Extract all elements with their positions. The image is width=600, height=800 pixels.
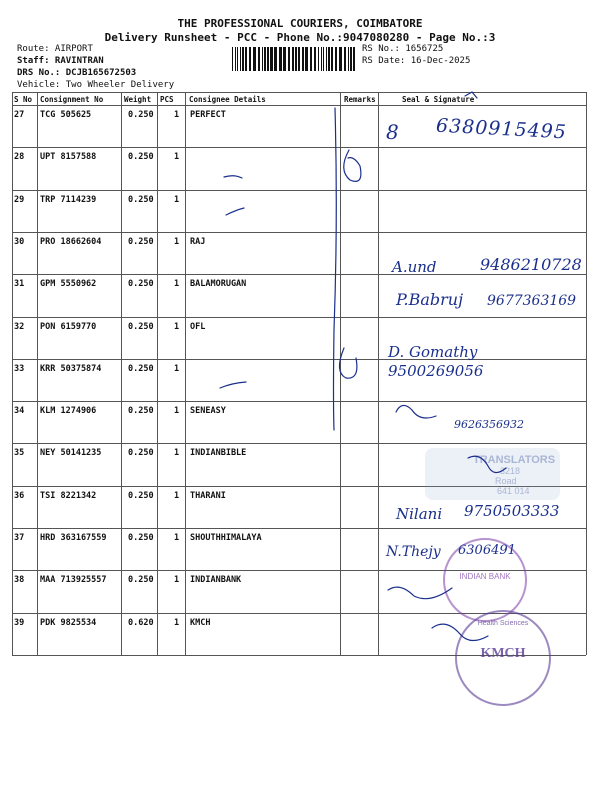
col-pcs: PCS bbox=[160, 95, 174, 104]
cell-sno: 32 bbox=[14, 321, 25, 332]
remarks-pen-line bbox=[334, 108, 337, 430]
col-consignee: Consignee Details bbox=[189, 95, 266, 104]
cell-sno: 34 bbox=[14, 406, 25, 417]
cell-pcs: 1 bbox=[174, 575, 180, 586]
staff-label: Staff: RAVINTRAN bbox=[17, 56, 104, 66]
cell-pcs: 1 bbox=[174, 617, 180, 628]
signature-scribble bbox=[468, 456, 506, 472]
handwriting-8: 8 bbox=[386, 120, 399, 144]
cell-consignee: INDIANBIBLE bbox=[190, 448, 247, 459]
cell-consignment: HRD 363167559 bbox=[40, 533, 107, 543]
col-weight: Weight bbox=[124, 95, 152, 104]
consignee-mark bbox=[226, 208, 244, 215]
cell-weight: 0.250 bbox=[128, 236, 154, 247]
bank-seal-text: INDIAN BANK bbox=[459, 572, 511, 581]
handwritten-signature: A.und bbox=[392, 258, 437, 276]
handwritten-signature: Nilani bbox=[396, 505, 443, 523]
cell-weight: 0.250 bbox=[128, 363, 154, 374]
signature-scribble bbox=[396, 405, 436, 418]
signature-tick bbox=[465, 92, 477, 98]
cell-consignee: KMCH bbox=[190, 617, 211, 628]
cell-weight: 0.250 bbox=[128, 575, 154, 586]
stamp-translators-text: TRANSLATORS bbox=[473, 454, 556, 466]
remarks-scribble bbox=[339, 348, 356, 378]
consignee-mark bbox=[220, 382, 246, 388]
route-label: Route: AIRPORT bbox=[17, 44, 93, 54]
cell-weight: 0.250 bbox=[128, 406, 154, 417]
cell-pcs: 1 bbox=[174, 279, 180, 290]
cell-weight: 0.250 bbox=[128, 448, 154, 459]
cell-consignment: PRO 18662604 bbox=[40, 236, 102, 247]
cell-consignment: UPT 8157588 bbox=[40, 152, 97, 163]
cell-weight: 0.250 bbox=[128, 533, 154, 543]
handwritten-phone: 9500269056 bbox=[388, 362, 484, 380]
cell-weight: 0.250 bbox=[128, 110, 154, 120]
cell-consignment: TCG 505625 bbox=[40, 110, 92, 120]
cell-consignee: SHOUTHHIMALAYA bbox=[190, 533, 262, 543]
cell-consignee: SENEASY bbox=[190, 406, 226, 417]
handwritten-phone: 6306491 bbox=[458, 543, 516, 558]
cell-sno: 31 bbox=[14, 279, 25, 290]
col-remarks: Remarks bbox=[344, 95, 376, 104]
kmch-seal-text: KMCH bbox=[480, 646, 526, 661]
kmch-ring-text: Health Sciences bbox=[477, 620, 529, 627]
cell-pcs: 1 bbox=[174, 490, 180, 501]
cell-consignment: TRP 7114239 bbox=[40, 194, 97, 205]
col-seal: Seal & Signature bbox=[402, 95, 475, 104]
handwritten-signature: D. Gomathy bbox=[388, 343, 478, 361]
cell-consignee: RAJ bbox=[190, 236, 206, 247]
cell-pcs: 1 bbox=[174, 110, 180, 120]
stamp-pin-text: 641 014 bbox=[497, 486, 530, 496]
vehicle-label: Vehicle: Two Wheeler Delivery bbox=[17, 80, 175, 90]
cell-consignee: OFL bbox=[190, 321, 206, 332]
consignee-mark bbox=[224, 176, 242, 178]
cell-pcs: 1 bbox=[174, 363, 180, 374]
cell-sno: 39 bbox=[14, 617, 25, 628]
handwritten-signature: N.Thejy bbox=[386, 544, 441, 560]
cell-pcs: 1 bbox=[174, 194, 180, 205]
cell-sno: 30 bbox=[14, 236, 25, 247]
handwritten-phone: 9750503333 bbox=[464, 502, 560, 520]
cell-pcs: 1 bbox=[174, 448, 180, 459]
remarks-scribble bbox=[344, 150, 361, 181]
cell-consignee: PERFECT bbox=[190, 110, 226, 120]
cell-consignment: MAA 713925557 bbox=[40, 575, 107, 586]
rs-date: RS Date: 16-Dec-2025 bbox=[362, 56, 471, 66]
cell-pcs: 1 bbox=[174, 406, 180, 417]
cell-consignment: GPM 5550962 bbox=[40, 279, 97, 290]
runsheet-subtitle: Delivery Runsheet - PCC - Phone No.:9047080280 - Page No.:3 bbox=[104, 31, 496, 44]
cell-sno: 28 bbox=[14, 152, 25, 163]
cell-sno: 33 bbox=[14, 363, 25, 374]
cell-weight: 0.250 bbox=[128, 321, 154, 332]
cell-sno: 37 bbox=[14, 533, 25, 543]
cell-weight: 0.250 bbox=[128, 194, 154, 205]
cell-pcs: 1 bbox=[174, 152, 180, 163]
cell-sno: 38 bbox=[14, 575, 25, 586]
cell-consignee: BALAMORUGAN bbox=[190, 279, 247, 290]
runsheet-title: THE PROFESSIONAL COURIERS, COIMBATORE bbox=[177, 17, 423, 30]
cell-weight: 0.250 bbox=[128, 490, 154, 501]
cell-sno: 29 bbox=[14, 194, 25, 205]
cell-weight: 0.620 bbox=[128, 617, 154, 628]
handwritten-phone: 9677363169 bbox=[487, 293, 577, 309]
cell-consignment: PON 6159770 bbox=[40, 321, 97, 332]
cell-pcs: 1 bbox=[174, 236, 180, 247]
cell-consignment: KRR 50375874 bbox=[40, 363, 102, 374]
cell-consignment: NEY 50141235 bbox=[40, 448, 102, 459]
handwritten-phone: 9486210728 bbox=[480, 255, 582, 274]
handwritten-signature: P.Babruj bbox=[396, 290, 464, 309]
col-consignment: Consignment No bbox=[40, 95, 104, 104]
signature-scribble bbox=[388, 587, 452, 599]
handwritten-phone: 6380915495 bbox=[435, 114, 568, 144]
signature-scribble bbox=[432, 624, 488, 640]
cell-consignee: THARANI bbox=[190, 490, 226, 501]
cell-consignee: INDIANBANK bbox=[190, 575, 242, 586]
cell-sno: 36 bbox=[14, 490, 25, 501]
cell-consignment: PDK 9825534 bbox=[40, 617, 97, 628]
rs-number: RS No.: 1656725 bbox=[362, 44, 444, 54]
cell-sno: 35 bbox=[14, 448, 25, 459]
cell-pcs: 1 bbox=[174, 321, 180, 332]
stamp-number-text: 3218 bbox=[500, 466, 521, 476]
cell-consignment: TSI 8221342 bbox=[40, 490, 97, 501]
handwritten-phone: 9626356932 bbox=[454, 418, 524, 431]
cell-weight: 0.250 bbox=[128, 279, 154, 290]
col-sno: S No bbox=[14, 95, 33, 104]
drs-label: DRS No.: DCJB165672503 bbox=[17, 68, 137, 78]
cell-consignment: KLM 1274906 bbox=[40, 406, 97, 417]
cell-weight: 0.250 bbox=[128, 152, 154, 163]
cell-sno: 27 bbox=[14, 110, 25, 120]
stamp-road-text: Road bbox=[495, 476, 517, 486]
cell-pcs: 1 bbox=[174, 533, 180, 543]
